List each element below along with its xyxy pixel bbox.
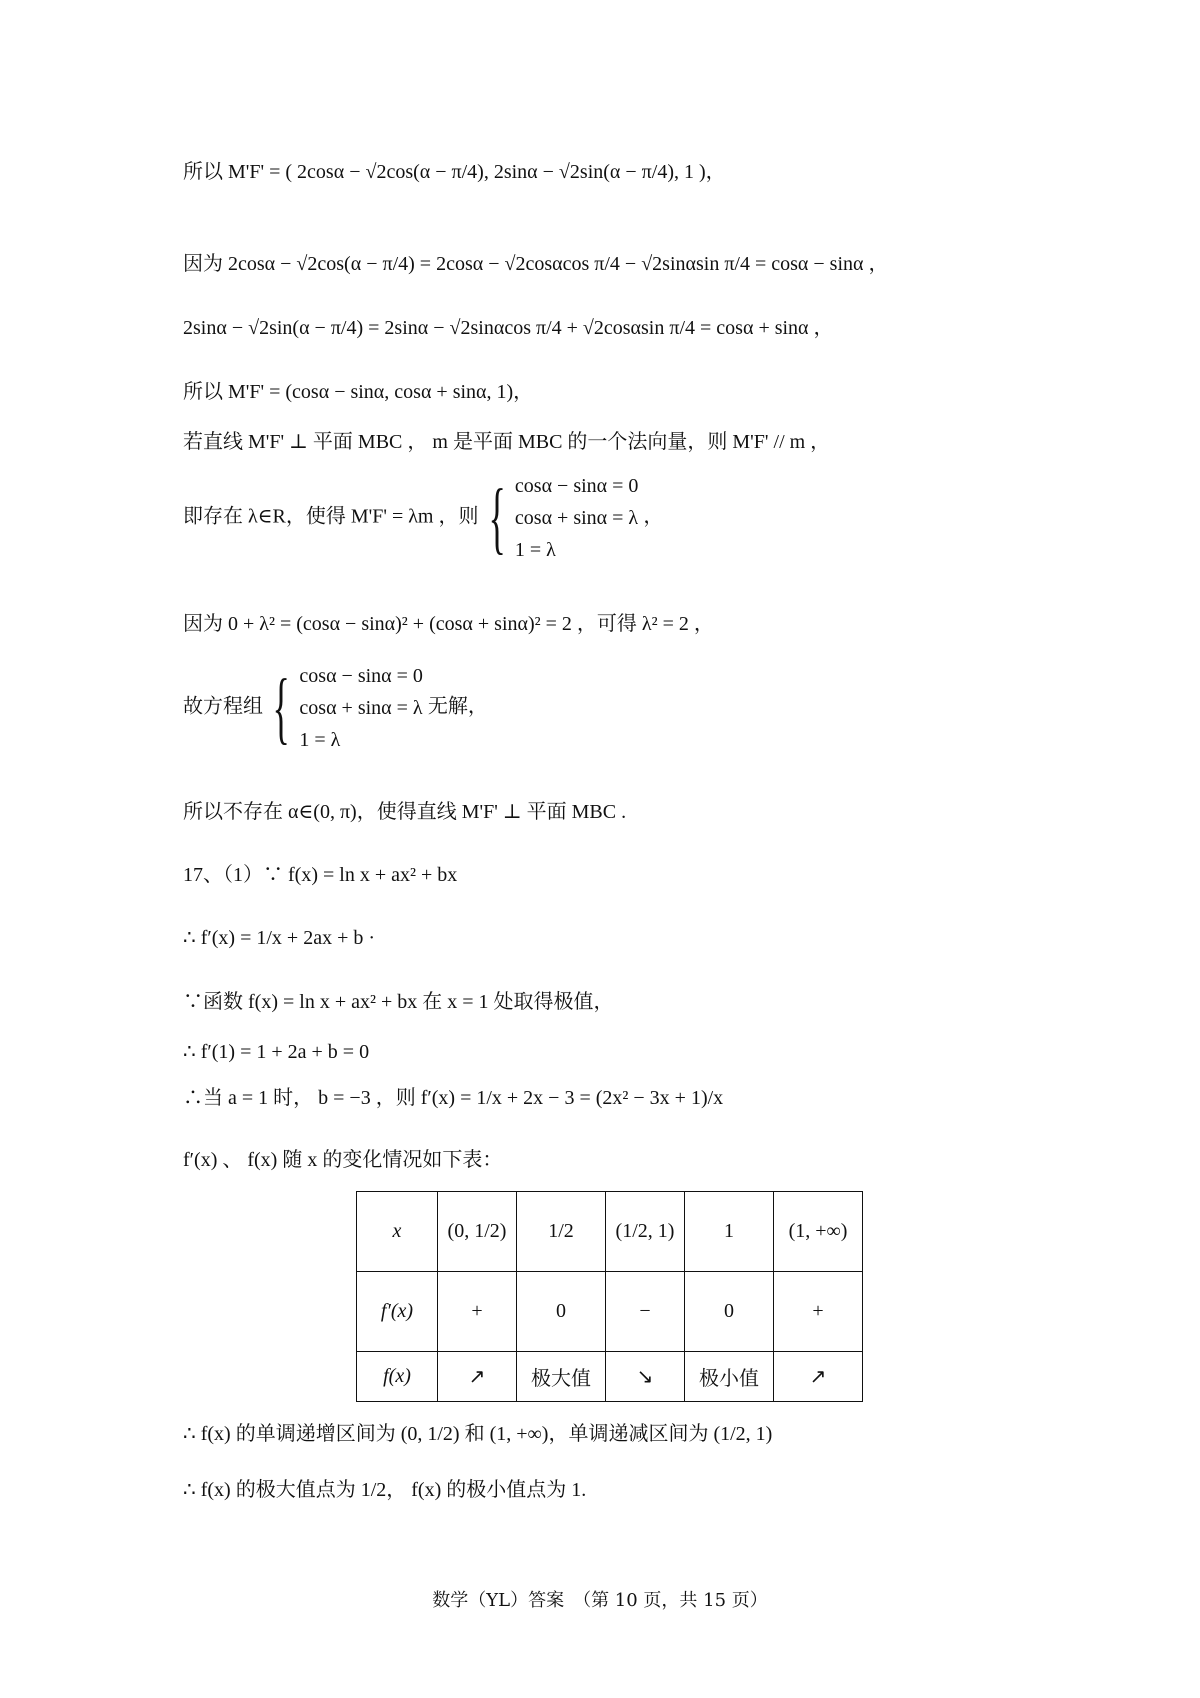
cell-x-interval-3: (1, +∞) xyxy=(774,1192,863,1272)
cell-fprime-5: + xyxy=(774,1272,863,1352)
cell-x-label: x xyxy=(357,1192,438,1272)
cell-x-half: 1/2 xyxy=(517,1192,606,1272)
formula-mf-vector-2: 所以 M'F' = (cosα − sinα, cosα + sinα, 1)， xyxy=(183,381,534,403)
perpendicular-condition: 若直线 M'F' ⊥ 平面 MBC ， m 是平面 MBC 的一个法向量，则 M'F' // m ， xyxy=(183,431,831,453)
cell-f-max: 极大值 xyxy=(517,1352,606,1402)
system2-eq-1: cosα − sinα = 0 xyxy=(299,665,423,687)
table-row-x xyxy=(357,1192,863,1272)
cell-f-label: f(x) xyxy=(357,1352,438,1402)
equation-system-1 xyxy=(515,470,639,566)
formula-x-component: 因为 2cosα − √2cos(α − π/4) = 2cosα − √2cosαcos π/4 − √2sinαsin π/4 = cosα − sinα ， xyxy=(183,253,889,275)
cell-f-increasing-1: ↗ xyxy=(438,1352,517,1402)
formula-y-component: 2sinα − √2sin(α − π/4) = 2sinα − √2sinαcos π/4 + √2cosαsin π/4 = cosα + sinα ， xyxy=(183,317,834,339)
derivative-at-1: ∴ f′(1) = 1 + 2a + b = 0 xyxy=(183,1041,370,1063)
cell-f-increasing-2: ↗ xyxy=(774,1352,863,1402)
equation-system-2 xyxy=(299,660,423,756)
cell-x-one: 1 xyxy=(685,1192,774,1272)
derivative-formula: ∴ f′(x) = 1/x + 2ax + b · xyxy=(183,927,376,949)
cell-x-interval-1: (0, 1/2) xyxy=(438,1192,517,1272)
derivative-case: ∴当 a = 1 时， b = −3 ，则 f′(x) = 1/x + 2x − 3 = (2x² − 3x + 1)/x xyxy=(183,1087,724,1109)
no-solution-statement xyxy=(183,660,488,756)
cell-x-interval-2: (1/2, 1) xyxy=(606,1192,685,1272)
table-row-f xyxy=(357,1352,863,1402)
lambda-condition-text: 即存在 λ∈R，使得 M'F' = λm ，则 xyxy=(183,505,479,528)
cell-fprime-4: 0 xyxy=(685,1272,774,1352)
problem-17-start: 17、（1）∵ f(x) = ln x + ax² + bx xyxy=(183,864,458,886)
lambda-condition-end: ， xyxy=(643,505,664,528)
extremum-condition: ∵函数 f(x) = ln x + ax² + bx 在 x = 1 处取得极值， xyxy=(183,991,614,1013)
left-brace: { xyxy=(488,474,506,562)
extremum-points: ∴ f(x) 的极大值点为 1/2， f(x) 的极小值点为 1. xyxy=(183,1479,587,1501)
left-brace-2: { xyxy=(272,664,290,752)
cell-f-min: 极小值 xyxy=(685,1352,774,1402)
system-eq-1: cosα − sinα = 0 xyxy=(514,475,639,497)
no-solution-post: 无解， xyxy=(427,695,488,718)
cell-f-decreasing: ↘ xyxy=(606,1352,685,1402)
monotonic-intervals: ∴ f(x) 的单调递增区间为 (0, 1/2) 和 (1, +∞)，单调递减区间为 (1/2, 1) xyxy=(183,1423,773,1445)
system-eq-3: 1 = λ xyxy=(514,539,556,561)
system2-eq-3: 1 = λ xyxy=(299,729,341,751)
table-row-fprime xyxy=(357,1272,863,1352)
cell-fprime-1: + xyxy=(438,1272,517,1352)
variation-table xyxy=(356,1191,863,1402)
formula-mf-vector-1: 所以 M'F' = ( 2cosα − √2cos(α − π/4), 2sinα − √2sin(α − π/4), 1 )， xyxy=(183,161,726,183)
system2-eq-2: cosα + sinα = λ xyxy=(299,697,423,719)
page-footer: 数学（YL）答案 （第 10 页，共 15 页） xyxy=(432,1590,768,1611)
table-intro: f′(x) 、 f(x) 随 x 的变化情况如下表： xyxy=(183,1149,503,1171)
cell-fprime-3: − xyxy=(606,1272,685,1352)
cell-fprime-2: 0 xyxy=(517,1272,606,1352)
lambda-squared-eq: 因为 0 + λ² = (cosα − sinα)² + (cosα + sinα)² = 2 ，可得 λ² = 2 ， xyxy=(183,613,714,635)
system-eq-2: cosα + sinα = λ xyxy=(514,507,639,529)
conclusion-16: 所以不存在 α∈(0, π)，使得直线 M'F' ⊥ 平面 MBC . xyxy=(183,801,627,823)
cell-fprime-label: f′(x) xyxy=(357,1272,438,1352)
no-solution-pre: 故方程组 xyxy=(183,695,263,718)
lambda-condition xyxy=(183,470,663,566)
